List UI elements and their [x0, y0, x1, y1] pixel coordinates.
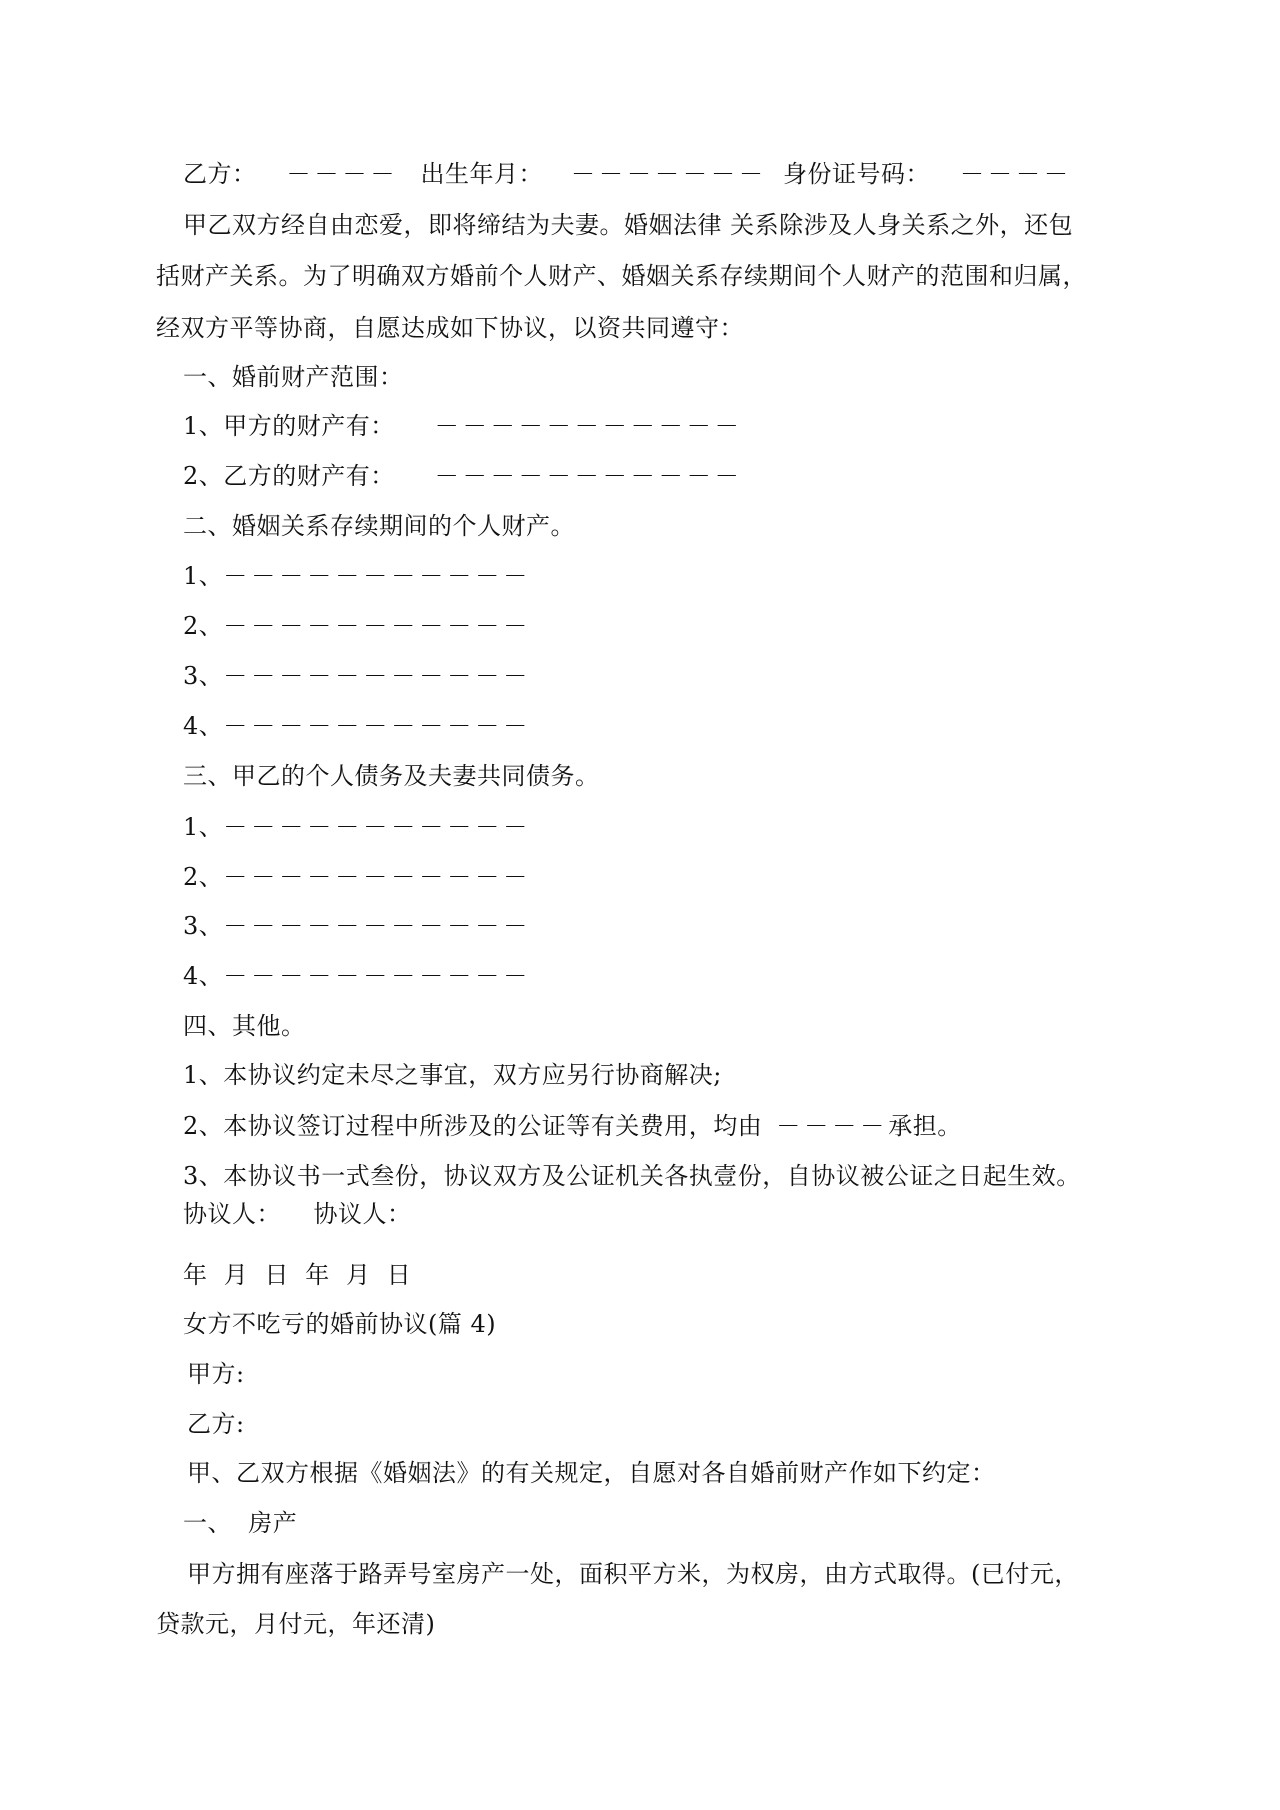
section3-item-1: 1、－－－－－－－－－－－: [183, 813, 532, 841]
blank-line: －－－－－－－－－－－: [223, 863, 532, 891]
id-blank: －－－－: [960, 160, 1072, 188]
section1-item-1: 1、甲方的财产有： －－－－－－－－－－－: [183, 412, 743, 440]
signers-line: 协议人： 协议人：: [183, 1200, 412, 1228]
section4-item-2: 2、本协议签订过程中所涉及的公证等有关费用，均由 －－－－承担。: [183, 1112, 962, 1140]
section4-item-1: 1、本协议约定未尽之事宜，双方应另行协商解决;: [183, 1061, 722, 1089]
section2-title: 二、婚姻关系存续期间的个人财产。: [183, 512, 575, 540]
birth-blank: －－－－－－－: [571, 160, 767, 188]
intro-line-1: 甲乙双方经自由恋爱，即将缔结为夫妻。婚姻法律 关系除涉及人身关系之外，还包: [183, 211, 1074, 239]
section4-item-3: 3、本协议书一式叁份，协议双方及公证机关各执壹份，自协议被公证之日起生效。: [183, 1162, 1081, 1190]
section1-item-2: 2、乙方的财产有： －－－－－－－－－－－: [183, 462, 743, 490]
blank-line: －－－－－－－－－－－: [223, 662, 532, 690]
clause1-text-1: 甲方拥有座落于路弄号室房产一处，面积平方米，为权房，由方式取得。(已付元，: [187, 1560, 1079, 1588]
section3-title: 三、甲乙的个人债务及夫妻共同债务。: [183, 762, 600, 790]
blank-line: －－－－－－－－－－－: [223, 962, 532, 990]
party-b-header: [183, 159, 1072, 189]
id-label: 身份证号码：: [783, 160, 930, 188]
section1-title: 一、婚前财产范围：: [183, 363, 404, 391]
blank-line: －－－－－－－－－－－: [223, 813, 532, 841]
party-b-label: 乙方：: [183, 160, 257, 188]
blank-line: －－－－－－－－－－－: [223, 612, 532, 640]
clause1-text-2: 贷款元，月付元，年还清): [156, 1610, 436, 1638]
blank-line: －－－－－－－－－－－: [223, 712, 532, 740]
preamble: 甲、乙双方根据《婚姻法》的有关规定，自愿对各自婚前财产作如下约定：: [187, 1459, 996, 1487]
birth-label: 出生年月：: [420, 160, 543, 188]
article4-title: 女方不吃亏的婚前协议(篇 4): [183, 1310, 497, 1338]
section3-item-2: 2、－－－－－－－－－－－: [183, 863, 532, 891]
party-a-line: 甲方:: [187, 1360, 245, 1388]
section4-title: 四、其他。: [183, 1012, 306, 1040]
section3-item-3: 3、－－－－－－－－－－－: [183, 912, 532, 940]
intro-line-2: 括财产关系。为了明确双方婚前个人财产、婚姻关系存续期间个人财产的范围和归属，: [156, 262, 1087, 290]
blank-line: －－－－－－－－－－－: [434, 412, 743, 440]
intro-line-3: 经双方平等协商，自愿达成如下协议，以资共同遵守：: [156, 314, 744, 342]
blank-line: －－－－: [776, 1112, 889, 1140]
section2-item-4: 4、－－－－－－－－－－－: [183, 712, 532, 740]
section3-item-4: 4、－－－－－－－－－－－: [183, 962, 532, 990]
clause1-title: 一、 房产: [183, 1509, 298, 1537]
blank-line: －－－－－－－－－－－: [434, 462, 743, 490]
blank-line: －－－－－－－－－－－: [223, 562, 532, 590]
party-b-line: 乙方:: [187, 1410, 245, 1438]
date-line: 年 月 日 年 月 日: [183, 1261, 412, 1289]
section2-item-1: 1、－－－－－－－－－－－: [183, 562, 532, 590]
party-b-blank: －－－－: [286, 160, 399, 188]
section2-item-2: 2、－－－－－－－－－－－: [183, 612, 532, 640]
blank-line: －－－－－－－－－－－: [223, 912, 532, 940]
section2-item-3: 3、－－－－－－－－－－－: [183, 662, 532, 690]
